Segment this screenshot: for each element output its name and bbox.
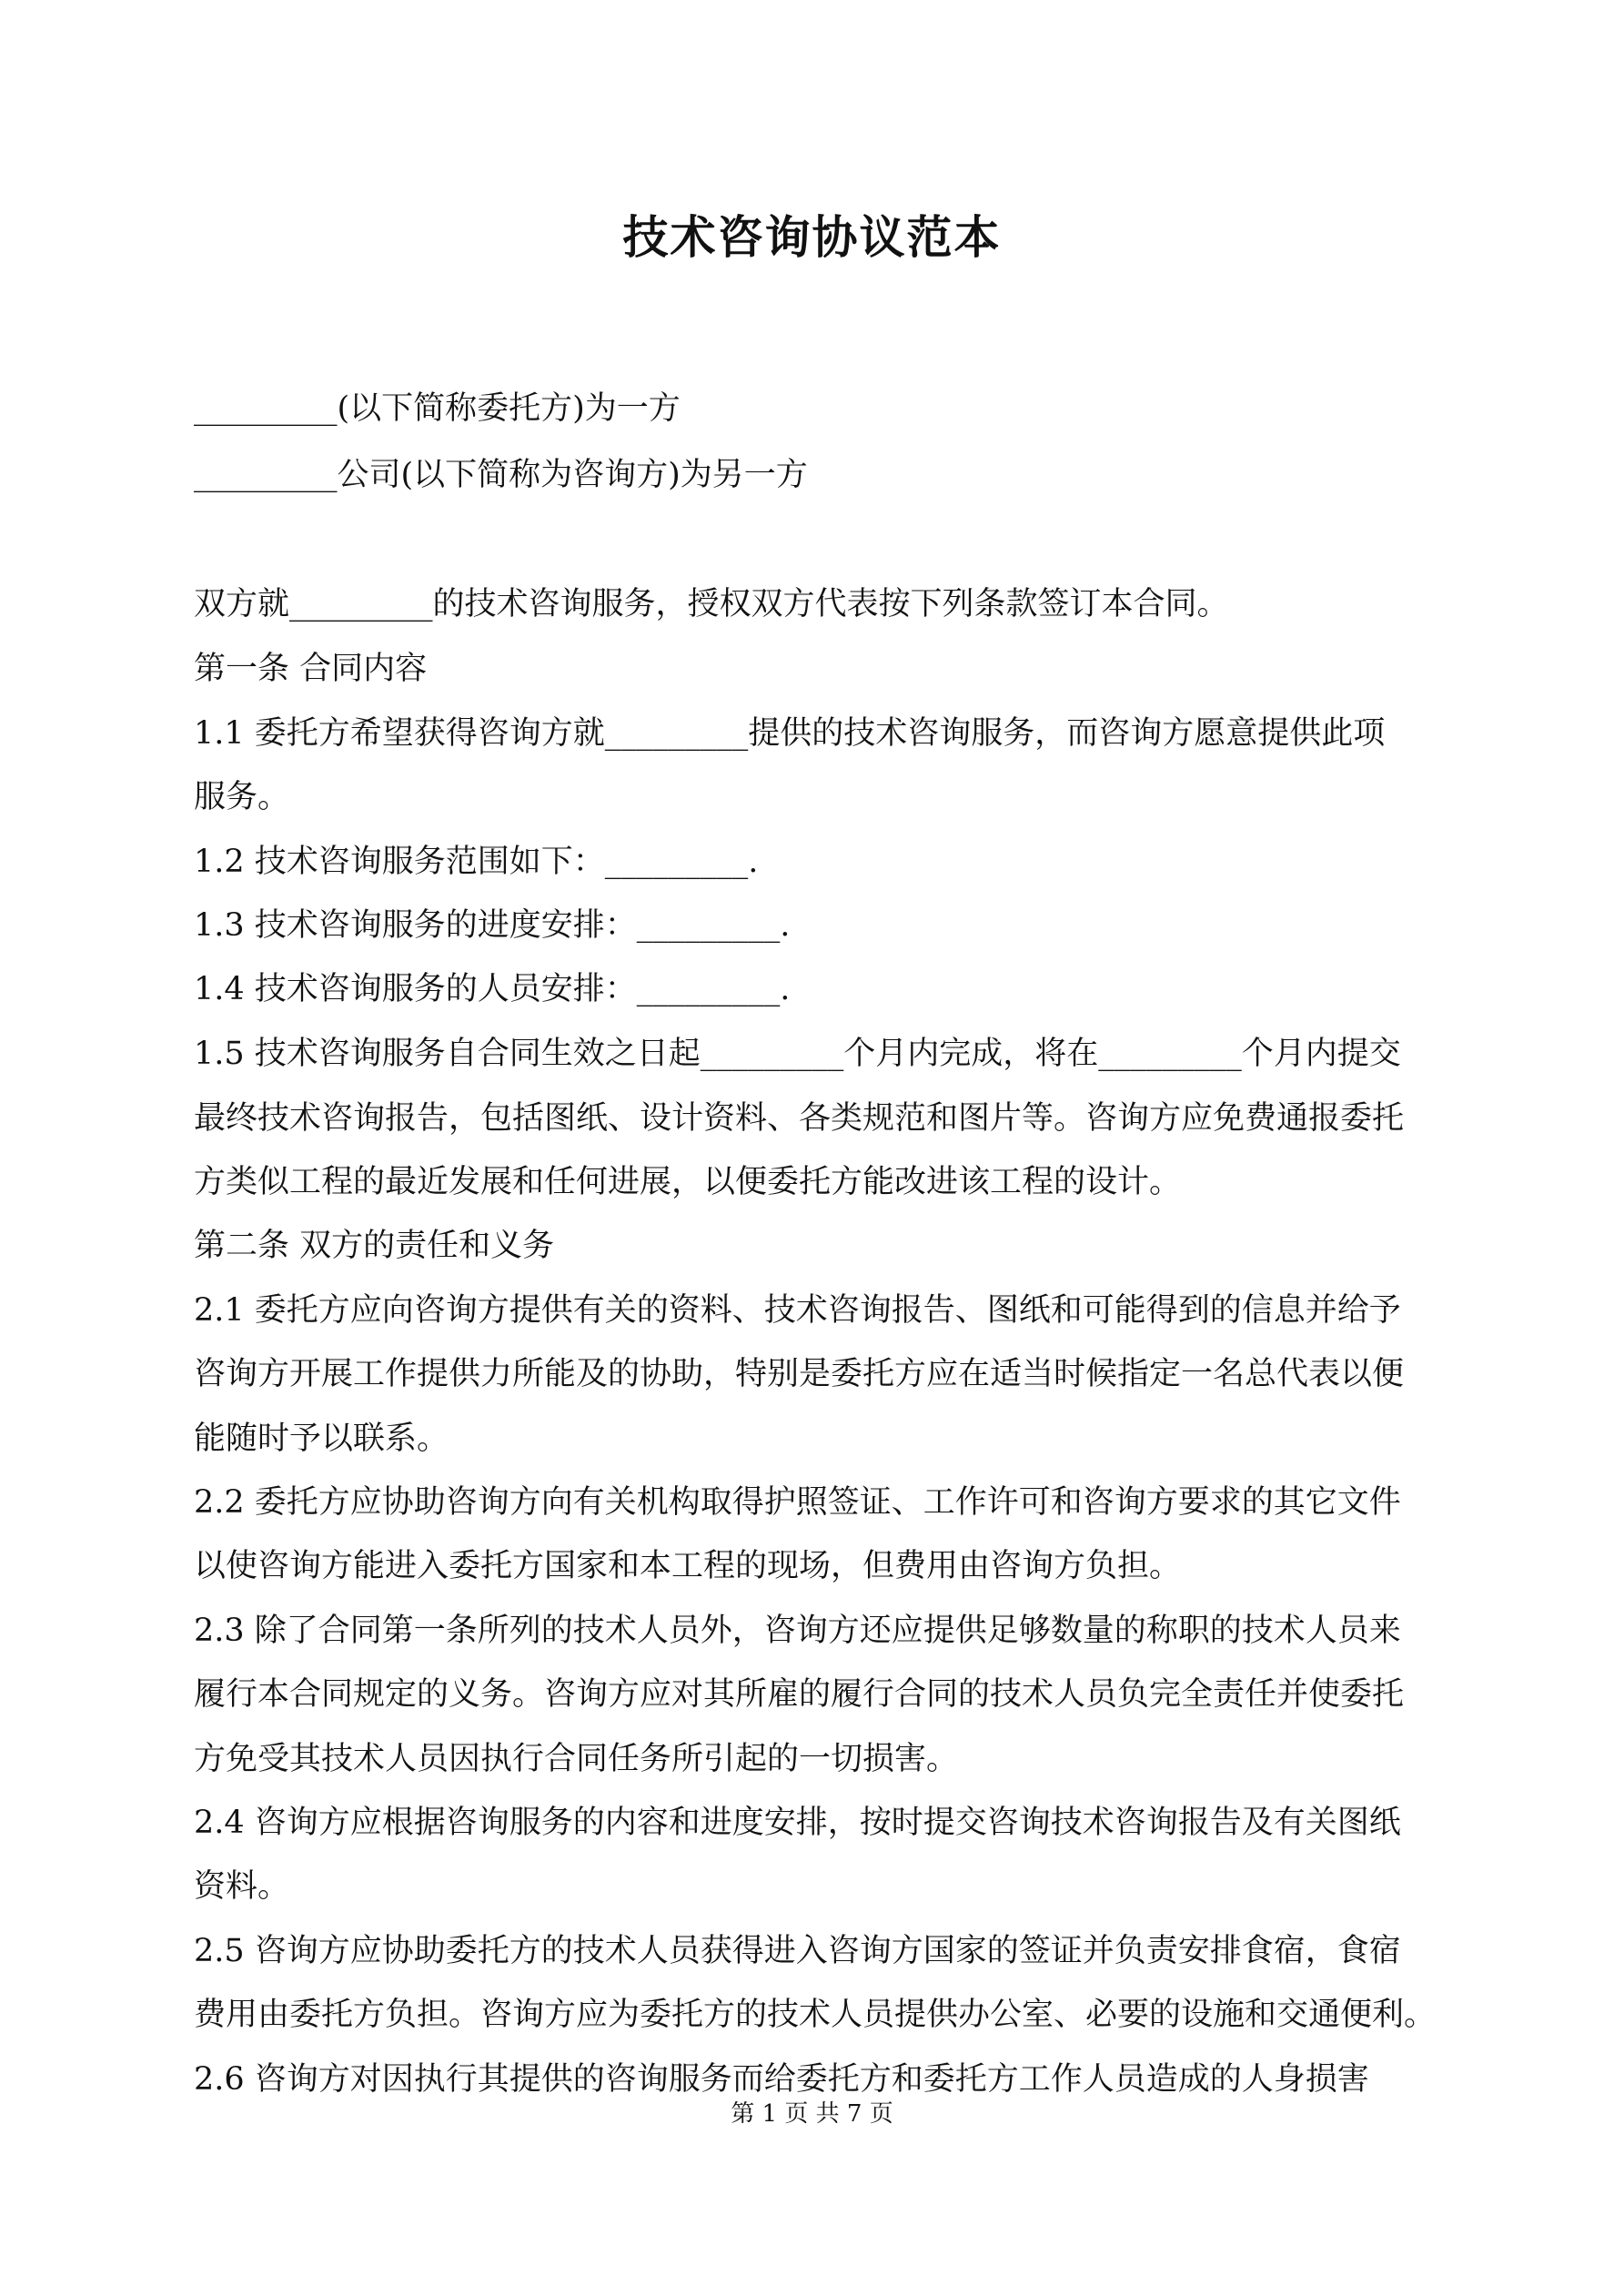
section-heading: 第一条 合同内容 — [194, 651, 428, 687]
paragraph-line: 以使咨询方能进入委托方国家和本工程的现场，但费用由咨询方负担。 — [194, 1548, 1182, 1584]
paragraph-line: 2.4 咨询方应根据咨询服务的内容和进度安排，按时提交咨询技术咨询报告及有关图纸 — [194, 1805, 1401, 1841]
section-heading: 第二条 双方的责任和义务 — [194, 1228, 555, 1264]
paragraph-line: 2.6 咨询方对因执行其提供的咨询服务而给委托方和委托方工作人员造成的人身损害 — [194, 2061, 1369, 2098]
paragraph-line: 最终技术咨询报告，包括图纸、设计资料、各类规范和图片等。咨询方应免费通报委托 — [194, 1100, 1405, 1137]
paragraph-line: 2.5 咨询方应协助委托方的技术人员获得进入咨询方国家的签证并负责安排食宿，食宿 — [194, 1933, 1401, 1969]
page-footer: 第 1 页 共 7 页 — [731, 2100, 893, 2128]
paragraph-line: 2.3 除了合同第一条所列的技术人员外，咨询方还应提供足够数量的称职的技术人员来 — [194, 1613, 1401, 1649]
paragraph-line: 1.2 技术咨询服务范围如下：_________. — [194, 844, 759, 880]
paragraph-line: 服务。 — [194, 779, 290, 815]
paragraph-line: 资料。 — [194, 1868, 290, 1905]
paragraph-line: 双方就_________的技术咨询服务，授权双方代表按下列条款签订本合同。 — [194, 586, 1229, 622]
paragraph-line: 1.4 技术咨询服务的人员安排：_________. — [194, 971, 791, 1007]
party-line-consultant: _________公司(以下简称为咨询方)为另一方 — [194, 457, 808, 493]
paragraph-line: 1.5 技术咨询服务自合同生效之日起_________个月内完成，将在_________个月内提交 — [194, 1036, 1401, 1072]
paragraph-line: 咨询方开展工作提供力所能及的协助，特别是委托方应在适当时候指定一名总代表以便 — [194, 1356, 1405, 1392]
document-title: 技术咨询协议范本 — [622, 211, 1002, 264]
paragraph-line: 2.2 委托方应协助咨询方向有关机构取得护照签证、工作许可和咨询方要求的其它文件 — [194, 1484, 1401, 1521]
paragraph-line: 2.1 委托方应向咨询方提供有关的资料、技术咨询报告、图纸和可能得到的信息并给予 — [194, 1292, 1401, 1329]
paragraph-line: 费用由委托方负担。咨询方应为委托方的技术人员提供办公室、必要的设施和交通便利。 — [194, 1997, 1437, 2033]
paragraph-line: 履行本合同规定的义务。咨询方应对其所雇的履行合同的技术人员负完全责任并使委托 — [194, 1676, 1405, 1713]
paragraph-line: 方类似工程的最近发展和任何进展，以便委托方能改进该工程的设计。 — [194, 1164, 1182, 1200]
paragraph-line: 1.1 委托方希望获得咨询方就_________提供的技术咨询服务，而咨询方愿意提供此项 — [194, 715, 1386, 752]
paragraph-line: 方免受其技术人员因执行合同任务所引起的一切损害。 — [194, 1741, 959, 1777]
party-line-client: _________(以下简称委托方)为一方 — [194, 390, 681, 427]
paragraph-line: 能随时予以联系。 — [194, 1421, 449, 1457]
paragraph-line: 1.3 技术咨询服务的进度安排：_________. — [194, 907, 791, 944]
